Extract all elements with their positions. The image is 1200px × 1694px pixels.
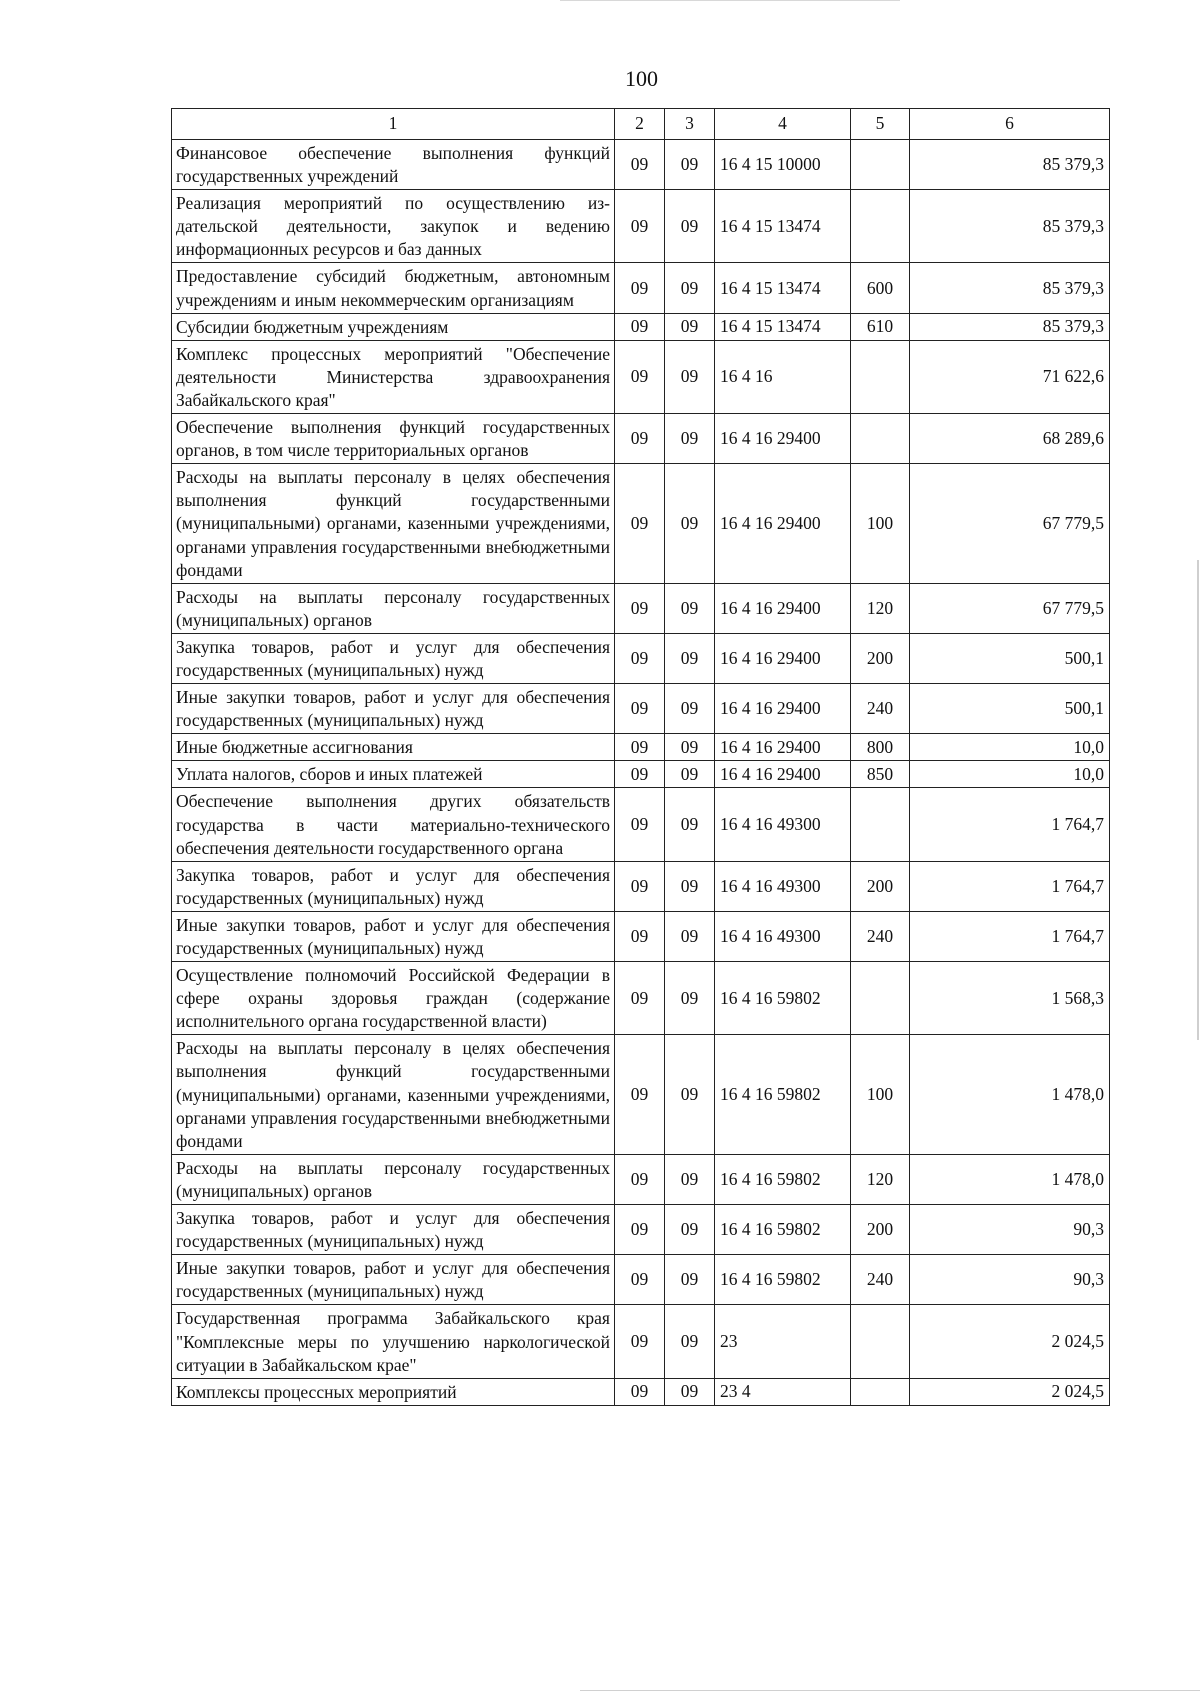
table-body: [172, 140, 1110, 1406]
table-row: [172, 1378, 1110, 1405]
row-expense-type: 200: [851, 633, 910, 683]
row-amount: 2 024,5: [910, 1378, 1110, 1405]
row-subsection: 09: [665, 1255, 715, 1305]
row-name: Комплекс процессных мероприятий "Обеспечение деятельности Министерства здравоохранения Забайкальского края": [172, 340, 615, 413]
table-row: [172, 340, 1110, 413]
row-target-article: 16 4 15 13474: [715, 313, 851, 340]
row-subsection: 09: [665, 1378, 715, 1405]
row-amount: 1 764,7: [910, 861, 1110, 911]
table-row: [172, 861, 1110, 911]
table-row: [172, 633, 1110, 683]
row-name: Закупка товаров, работ и услуг для обеспечения государственных (муниципальных) нужд: [172, 1205, 615, 1255]
row-subsection: 09: [665, 788, 715, 861]
row-name: Обеспечение выполнения других обязательств государства в части материально-технического обеспечения деятельности государственного органа: [172, 788, 615, 861]
scan-edge-right: [1197, 560, 1199, 1040]
table-row: [172, 962, 1110, 1035]
row-section: 09: [615, 1205, 665, 1255]
row-name: Финансовое обеспечение выполнения функций государственных учреждений: [172, 140, 615, 190]
row-target-article: 16 4 16 59802: [715, 1035, 851, 1154]
table-row: [172, 734, 1110, 761]
row-section: 09: [615, 788, 665, 861]
row-section: 09: [615, 313, 665, 340]
row-section: 09: [615, 414, 665, 464]
row-target-article: 16 4 16 59802: [715, 1205, 851, 1255]
row-expense-type: 120: [851, 583, 910, 633]
row-amount: 67 779,5: [910, 464, 1110, 583]
row-section: 09: [615, 190, 665, 263]
page-number: 100: [625, 66, 658, 91]
row-subsection: 09: [665, 190, 715, 263]
row-name: Предоставление субсидий бюджетным, автономным учреждениям и иным некоммерческим организациям: [172, 263, 615, 313]
row-expense-type: 120: [851, 1154, 910, 1204]
row-subsection: 09: [665, 340, 715, 413]
row-expense-type: 800: [851, 734, 910, 761]
row-section: 09: [615, 962, 665, 1035]
row-section: 09: [615, 1378, 665, 1405]
row-amount: 1 478,0: [910, 1035, 1110, 1154]
table-row: [172, 464, 1110, 583]
row-subsection: 09: [665, 761, 715, 788]
table-row: [172, 263, 1110, 313]
row-target-article: 16 4 15 13474: [715, 263, 851, 313]
row-expense-type: 200: [851, 1205, 910, 1255]
row-subsection: 09: [665, 313, 715, 340]
header-col-amount: 6: [910, 109, 1110, 140]
row-target-article: 16 4 16 59802: [715, 1255, 851, 1305]
row-target-article: 16 4 16 29400: [715, 414, 851, 464]
table-row: [172, 1305, 1110, 1378]
row-expense-type: 240: [851, 1255, 910, 1305]
row-subsection: 09: [665, 1205, 715, 1255]
row-name: Обеспечение выполнения функций государственных органов, в том числе территориальных органов: [172, 414, 615, 464]
row-name: Закупка товаров, работ и услуг для обеспечения государственных (муниципальных) нужд: [172, 861, 615, 911]
row-target-article: 16 4 16 29400: [715, 761, 851, 788]
header-col-subsection: 3: [665, 109, 715, 140]
row-expense-type: 610: [851, 313, 910, 340]
row-subsection: 09: [665, 633, 715, 683]
row-subsection: 09: [665, 140, 715, 190]
row-amount: 90,3: [910, 1255, 1110, 1305]
row-name: Закупка товаров, работ и услуг для обеспечения государственных (муниципальных) нужд: [172, 633, 615, 683]
row-amount: 85 379,3: [910, 313, 1110, 340]
row-amount: 2 024,5: [910, 1305, 1110, 1378]
row-section: 09: [615, 1035, 665, 1154]
row-target-article: 16 4 16 29400: [715, 583, 851, 633]
row-target-article: 16 4 16: [715, 340, 851, 413]
row-name: Осуществление полномочий Российской Федерации в сфере охраны здоровья граждан (содержание исполнительного органа государственной власти): [172, 962, 615, 1035]
row-name: Расходы на выплаты персоналу государственных (муниципальных) органов: [172, 583, 615, 633]
row-name: Расходы на выплаты персоналу в целях обеспечения выполнения функций государственными (муниципальными) органами, казенными учреждениями, органами управления государственными внебюджетными фондами: [172, 1035, 615, 1154]
row-subsection: 09: [665, 684, 715, 734]
row-subsection: 09: [665, 583, 715, 633]
row-name: Иные закупки товаров, работ и услуг для обеспечения государственных (муниципальных) нужд: [172, 684, 615, 734]
table-row: [172, 1154, 1110, 1204]
row-section: 09: [615, 633, 665, 683]
table-row: [172, 911, 1110, 961]
row-expense-type: [851, 788, 910, 861]
table-row: [172, 1035, 1110, 1154]
table-row: [172, 1205, 1110, 1255]
row-target-article: 16 4 16 49300: [715, 861, 851, 911]
row-amount: 500,1: [910, 684, 1110, 734]
row-name: Реализация мероприятий по осуществлению издательской деятельности, закупок и ведению информационных ресурсов и баз данных: [172, 190, 615, 263]
table-row: [172, 190, 1110, 263]
row-name: Уплата налогов, сборов и иных платежей: [172, 761, 615, 788]
table-row: [172, 583, 1110, 633]
row-name: Расходы на выплаты персоналу государственных (муниципальных) органов: [172, 1154, 615, 1204]
row-subsection: 09: [665, 1154, 715, 1204]
row-section: 09: [615, 140, 665, 190]
row-expense-type: [851, 1305, 910, 1378]
row-expense-type: [851, 962, 910, 1035]
row-amount: 67 779,5: [910, 583, 1110, 633]
row-section: 09: [615, 861, 665, 911]
row-target-article: 16 4 16 49300: [715, 911, 851, 961]
row-amount: 10,0: [910, 761, 1110, 788]
row-subsection: 09: [665, 1035, 715, 1154]
row-expense-type: 850: [851, 761, 910, 788]
row-section: 09: [615, 911, 665, 961]
row-expense-type: [851, 1378, 910, 1405]
row-amount: 85 379,3: [910, 140, 1110, 190]
header-col-expense-type: 5: [851, 109, 910, 140]
scan-edge-bottom: [580, 1690, 1200, 1691]
row-expense-type: [851, 140, 910, 190]
row-subsection: 09: [665, 962, 715, 1035]
row-name: Иные бюджетные ассигнования: [172, 734, 615, 761]
row-subsection: 09: [665, 734, 715, 761]
row-section: 09: [615, 734, 665, 761]
row-name: Иные закупки товаров, работ и услуг для обеспечения государственных (муниципальных) нужд: [172, 1255, 615, 1305]
row-amount: 90,3: [910, 1205, 1110, 1255]
table-row: [172, 761, 1110, 788]
row-amount: 1 764,7: [910, 911, 1110, 961]
row-subsection: 09: [665, 911, 715, 961]
row-target-article: 16 4 16 59802: [715, 962, 851, 1035]
row-target-article: 16 4 16 29400: [715, 464, 851, 583]
row-section: 09: [615, 1154, 665, 1204]
row-subsection: 09: [665, 861, 715, 911]
row-target-article: 16 4 15 10000: [715, 140, 851, 190]
row-expense-type: [851, 190, 910, 263]
header-col-name: 1: [172, 109, 615, 140]
header-col-target-article: 4: [715, 109, 851, 140]
row-expense-type: 100: [851, 464, 910, 583]
row-expense-type: 240: [851, 911, 910, 961]
row-expense-type: [851, 414, 910, 464]
row-amount: 500,1: [910, 633, 1110, 683]
row-subsection: 09: [665, 414, 715, 464]
row-target-article: 16 4 16 49300: [715, 788, 851, 861]
row-expense-type: 240: [851, 684, 910, 734]
scan-edge-top: [560, 0, 900, 1]
row-section: 09: [615, 263, 665, 313]
budget-allocation-table: [171, 108, 1110, 1406]
row-name: Расходы на выплаты персоналу в целях обеспечения выполнения функций государственными (муниципальными) органами, казенными учреждениями, органами управления государственными внебюджетными фондами: [172, 464, 615, 583]
row-name: Субсидии бюджетным учреждениям: [172, 313, 615, 340]
row-amount: 68 289,6: [910, 414, 1110, 464]
row-amount: 1 764,7: [910, 788, 1110, 861]
row-section: 09: [615, 340, 665, 413]
row-expense-type: 100: [851, 1035, 910, 1154]
row-amount: 1 568,3: [910, 962, 1110, 1035]
row-name: Комплексы процессных мероприятий: [172, 1378, 615, 1405]
table-row: [172, 1255, 1110, 1305]
header-row: [172, 109, 1110, 140]
row-section: 09: [615, 684, 665, 734]
row-target-article: 16 4 16 29400: [715, 633, 851, 683]
table-header: [172, 109, 1110, 140]
header-col-section: 2: [615, 109, 665, 140]
row-amount: 85 379,3: [910, 190, 1110, 263]
row-expense-type: [851, 340, 910, 413]
row-target-article: 16 4 16 29400: [715, 734, 851, 761]
row-target-article: 16 4 16 29400: [715, 684, 851, 734]
row-target-article: 23: [715, 1305, 851, 1378]
row-name: Государственная программа Забайкальского края "Комплексные меры по улучшению наркологической ситуации в Забайкальском крае": [172, 1305, 615, 1378]
row-expense-type: 600: [851, 263, 910, 313]
row-section: 09: [615, 1255, 665, 1305]
table-row: [172, 140, 1110, 190]
table-row: [172, 313, 1110, 340]
row-subsection: 09: [665, 263, 715, 313]
row-amount: 85 379,3: [910, 263, 1110, 313]
row-expense-type: 200: [851, 861, 910, 911]
row-target-article: 16 4 15 13474: [715, 190, 851, 263]
row-section: 09: [615, 464, 665, 583]
row-amount: 71 622,6: [910, 340, 1110, 413]
row-amount: 1 478,0: [910, 1154, 1110, 1204]
row-amount: 10,0: [910, 734, 1110, 761]
table-row: [172, 684, 1110, 734]
row-target-article: 23 4: [715, 1378, 851, 1405]
row-target-article: 16 4 16 59802: [715, 1154, 851, 1204]
table-row: [172, 788, 1110, 861]
row-section: 09: [615, 1305, 665, 1378]
row-subsection: 09: [665, 464, 715, 583]
row-name: Иные закупки товаров, работ и услуг для обеспечения государственных (муниципальных) нужд: [172, 911, 615, 961]
row-subsection: 09: [665, 1305, 715, 1378]
table-row: [172, 414, 1110, 464]
row-section: 09: [615, 761, 665, 788]
row-section: 09: [615, 583, 665, 633]
